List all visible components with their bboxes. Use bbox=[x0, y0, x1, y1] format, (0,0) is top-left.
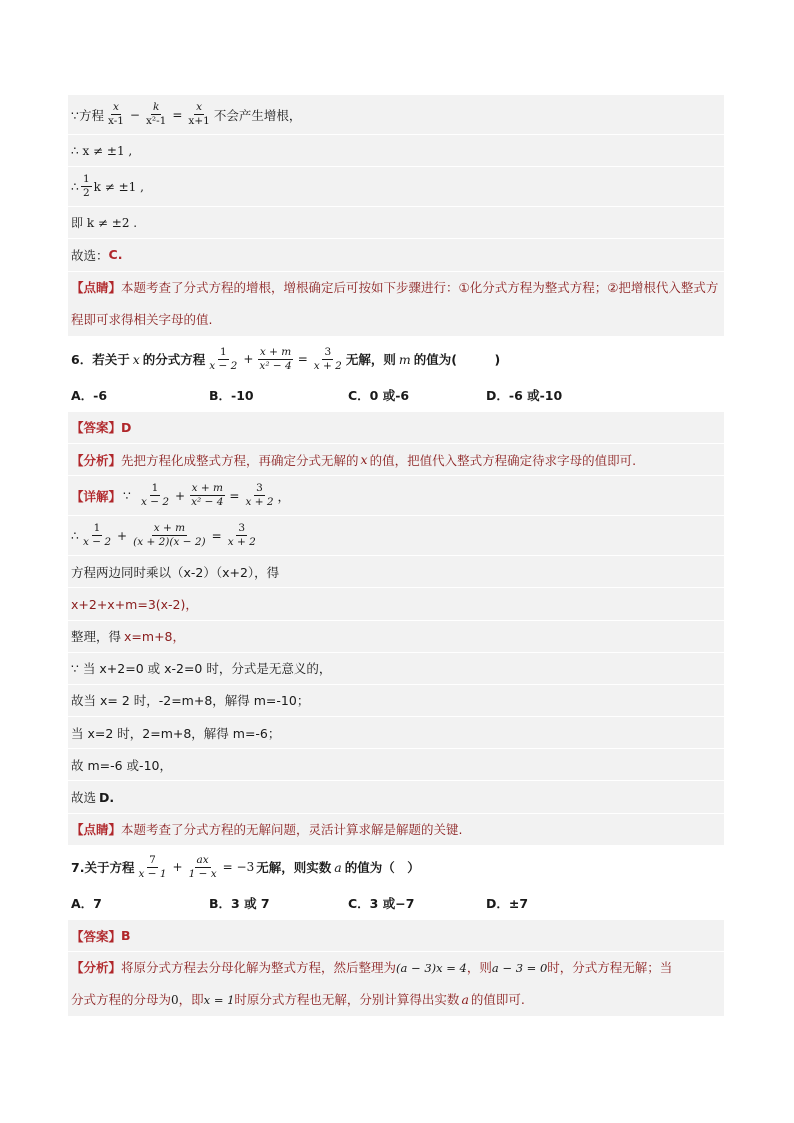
q6-stem: 6．若关于 x 的分式方程 $\frac{1}{x - 2}$ + $\frac{x + m}{\text{x² − 4}}$ = $\frac{3}{x + 2}$ 无解，则 m 的值为( ) bbox=[68, 340, 724, 380]
q6-option-a: A．-6 bbox=[71, 388, 108, 404]
q6-frac3: $\frac{3}{x + 2}$ bbox=[313, 345, 342, 372]
q5-line2 bbox=[68, 135, 724, 167]
q6-analysis: 【分析】 先把方程化成整式方程，再确定分式无解的 x 的值，把值代入整式方程确定待求字母的值即可. bbox=[68, 444, 724, 476]
q5-choose: 故选： C. bbox=[68, 239, 724, 271]
dianjing-text: 本题考查了分式方程的增根，增根确定后可按如下步骤进行：①化分式方程为整式方程；②把增根代入整式方程即可求得相关字母的值. bbox=[71, 279, 719, 327]
q6-step6: 当 x=2 时，2=m+8，解得 m=-6； bbox=[68, 717, 724, 749]
q5-line1-suffix: 不会产生增根， bbox=[213, 107, 302, 123]
document-page bbox=[68, 95, 724, 1016]
q7-frac1: $\frac{7}{x - 1}$ bbox=[138, 853, 167, 880]
q6-option-b: B．-10 bbox=[209, 388, 254, 404]
q7-option-b: B．3 或 7 bbox=[209, 896, 270, 912]
q6-step1: 方程两边同时乘以（x-2）（x+2），得 bbox=[68, 556, 724, 588]
q5-half-frac: $\frac{1}{2}$ bbox=[82, 173, 90, 200]
q7-option-d: D．±7 bbox=[486, 896, 529, 912]
q5-frac3: $\frac{x}{x+1}$ bbox=[188, 101, 210, 127]
q5-frac2: $\frac{k}{\text{x²-1}}$ bbox=[145, 101, 167, 127]
dianjing-label: 【点睛】 bbox=[71, 822, 122, 838]
q6-frac1: $\frac{1}{x - 2}$ bbox=[209, 345, 238, 372]
q6-detail-eq1: 【详解】 ∵ $\frac{1}{x - 2}$ + $\frac{x + m}{\text{x² − 4}}$ = $\frac{3}{x + 2}$ ， bbox=[68, 476, 724, 516]
q7-frac2: $\frac{ax}{1 - x}$ bbox=[188, 853, 217, 880]
q7-analysis: 【分析】将原分式方程去分母化解为整式方程，然后整理为(a − 3)x = 4，则a − 3 = 0时，分式方程无解；当 分式方程的分母为0，即x = 1时原分式方程也无解，分别计算得出实数 a 的值即可. bbox=[68, 952, 724, 1016]
q6-step2: x+2+x+m=3(x-2)， bbox=[68, 588, 724, 620]
q5-line4-text: 即 k ≠ ±2 . bbox=[71, 216, 138, 231]
q6-step5: 故当 x= 2 时，-2=m+8，解得 m=-10； bbox=[68, 685, 724, 717]
q6-detail-eq2: ∴ $\frac{1}{x - 2}$ + $\frac{x + m}{(x + 2)(x - 2)}$ = $\frac{3}{x + 2}$ bbox=[68, 516, 724, 556]
q6-step4: ∵ 当 x+2=0 或 x-2=0 时，分式是无意义的， bbox=[68, 653, 724, 685]
q6-choose: 故选 D. bbox=[68, 781, 724, 813]
q7-options bbox=[68, 888, 724, 920]
q5-line3: ∴ $\frac{1}{2}$ k ≠ ±1 , bbox=[68, 167, 724, 207]
dianjing-label: 【点睛】 bbox=[71, 279, 122, 295]
q5-line4 bbox=[68, 207, 724, 239]
q5-line1: ∵方程 $\frac{x}{x-1}$ − $\frac{k}{\text{x²-1}}$ = $\frac{x}{x+1}$ 不会产生增根， bbox=[68, 95, 724, 135]
q6-options bbox=[68, 380, 724, 412]
q6-frac2: $\frac{x + m}{\text{x² − 4}}$ bbox=[259, 345, 292, 372]
q7-stem: 7.关于方程 $\frac{7}{x - 1}$ + $\frac{ax}{1 - x}$ = −3 无解，则实数 a 的值为（ ） bbox=[68, 848, 724, 888]
q6-step3: 整理，得 x=m+8， bbox=[68, 621, 724, 653]
q5-dianjing bbox=[68, 272, 724, 336]
q7-answer: 【答案】 B bbox=[68, 920, 724, 952]
q6-dianjing: 【点睛】 本题考查了分式方程的无解问题，灵活计算求解是解题的关键. bbox=[68, 814, 724, 846]
q5-frac1: $\frac{x}{x-1}$ bbox=[107, 101, 124, 127]
q6-option-c: C．0 或-6 bbox=[348, 388, 410, 404]
q7-option-c: C．3 或−7 bbox=[348, 896, 415, 912]
q6-answer: 【答案】 D bbox=[68, 412, 724, 444]
q7-option-a: A．7 bbox=[71, 896, 102, 912]
q6-option-d: D．-6 或-10 bbox=[486, 388, 563, 404]
q5-because-text: ∵方程 bbox=[71, 107, 104, 123]
q6-step7: 故 m=-6 或-10， bbox=[68, 749, 724, 781]
q5-line2-text: ∴ x ≠ ±1 , bbox=[71, 143, 133, 158]
